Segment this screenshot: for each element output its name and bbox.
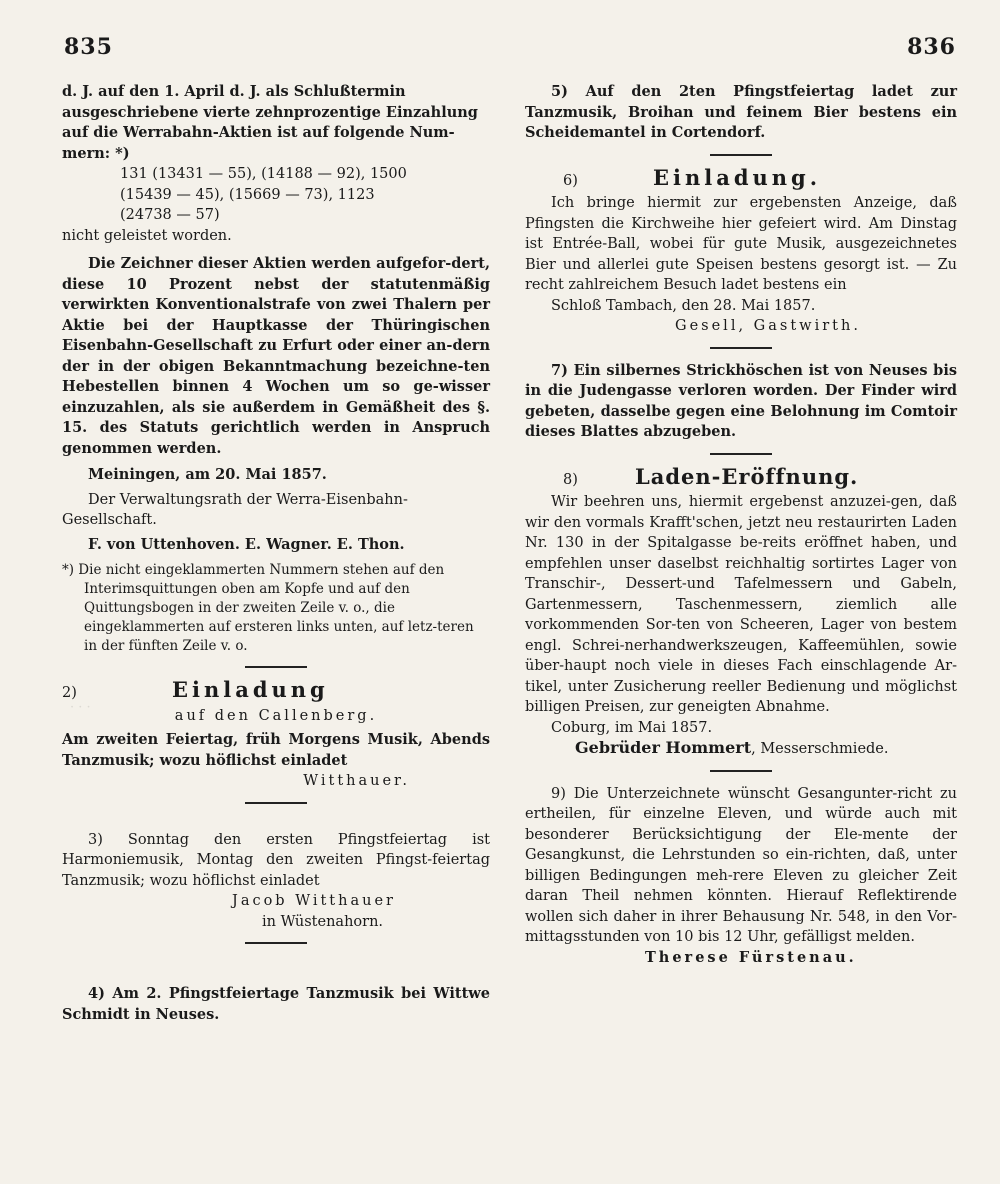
signer-trade: , Messerschmiede. xyxy=(751,741,889,757)
ad-signer-place: in Wüstenahorn. xyxy=(262,913,384,930)
notice-line: d. J. auf den 1. April d. J. als Schlußtermin xyxy=(62,83,406,100)
separator-rule xyxy=(710,770,772,772)
ad-text: Wir beehren uns, hiermit ergebenst anzuzei-gen, daß wir den vormals Krafft'schen, jetzt neu restaurirten Laden Nr. 130 in der Spitalgasse be-reits eröffnet haben, und empfehlen unser daselbst reichhaltig sortirtes Lager von Transchir-, Dessert-und Tafelmessern und Gabeln, Gartenmessern, Taschenmessern, ziemlich alle vorkommenden Sor-ten von Scheeren, Lager von bestem engl. Schrei-nerhandwerkszeugen, Kaffeemühlen, sowie über-haupt noch viele in dieses Fach einschlagende Ar-tikel, unter Zusicherung reeller Bedienung und möglichst billigen Preisen, zur geneigten Abnahme. xyxy=(525,494,957,715)
ad-title: Einladung. xyxy=(653,164,822,190)
separator-rule xyxy=(245,666,307,668)
signer-name: Gebrüder Hommert xyxy=(575,738,752,757)
notice-paragraph: Die Zeichner dieser Aktien werden aufgefor-dert, diese 10 Prozent nebst der statutenmäßig verwirkten Konventionalstrafe von zwei Thalern per Aktie bei der Hauptkasse der Thüringischen Eisenbahn-Gesellschaft zu Erfurt oder einer an-dern der in der obigen Bekanntmachung bezeichne-ten Hebestellen binnen 4 Wochen um so ge-wisser einzuzahlen, als sie außerdem in Gemäßheit des §. 15. des Statuts gerichtlich werden in Anspruch genommen werden. xyxy=(62,255,490,457)
share-numbers: (24738 — 57) xyxy=(120,207,220,223)
ad-number: 2) xyxy=(62,685,77,701)
separator-rule xyxy=(710,453,772,455)
notice-line: ausgeschriebene vierte zehnprozentige Einzahlung xyxy=(62,103,478,121)
ad-signer: Therese Fürstenau. xyxy=(645,948,857,966)
notice-line: nicht geleistet worden. xyxy=(62,227,232,244)
ad-signer xyxy=(525,738,957,760)
notice-line: auf die Werrabahn-Aktien ist auf folgende Num- xyxy=(62,124,455,141)
ad-heading xyxy=(525,164,957,192)
ad-heading xyxy=(525,463,957,491)
ad-title: Einladung xyxy=(172,677,329,702)
share-numbers: (15439 — 45), (15669 — 73), 1123 xyxy=(120,186,375,203)
separator-rule xyxy=(710,347,772,349)
ad-signer: Witthauer. xyxy=(303,773,410,789)
share-number-list xyxy=(62,164,490,226)
ad-text: Am zweiten Feiertag, früh Morgens Musik, Abends Tanzmusik; wozu höflichst einladet xyxy=(62,731,490,769)
share-numbers: 131 (13431 — 55), (14188 — 92), 1500 xyxy=(120,166,407,182)
notice-line: mern: *) xyxy=(62,144,130,162)
ad-subtitle: auf den Callenberg. xyxy=(174,707,378,724)
place-date: Coburg, im Mai 1857. xyxy=(551,719,713,736)
signers: F. von Uttenhoven. E. Wagner. E. Thon. xyxy=(88,535,405,553)
ad-heading xyxy=(62,677,490,704)
board-signature: Der Verwaltungsrath der Werra-Eisenbahn-Gesellschaft. xyxy=(62,491,408,528)
separator-rule xyxy=(245,942,307,944)
ad-signer: Gesell, Gastwirth. xyxy=(675,318,861,334)
ad-number: 6) xyxy=(563,172,578,189)
separator-rule xyxy=(245,802,307,804)
separator-rule xyxy=(710,154,772,156)
right-column xyxy=(525,82,957,968)
ad-text: 9) Die Unterzeichnete wünscht Gesangunter-richt zu ertheilen, für einzelne Eleven, und würde auch mit besonderer Berücksichtigung der Ele-mente der Gesangkunst, die Lehrstunden so ein-richten, daß, unter billigen Bedingungen meh-rere Eleven zu gleicher Zeit daran Theil nehmen könnten. Hierauf Reflektirende wollen sich daher in ihrer Behausung Nr. 548, in den Vor-mittagsstunden von 10 bis 12 Uhr, gefälligst melden. xyxy=(525,785,957,945)
ad-text: 7) Ein silbernes Strickhöschen ist von Neuses bis in die Judengasse verloren worden. Der Finder wird gebeten, dasselbe gegen eine Belohnung im Comtoir dieses Blattes abzugeben. xyxy=(525,361,957,440)
page-number-left: 835 xyxy=(64,34,113,60)
ad-text: 4) Am 2. Pfingstfeiertage Tanzmusik bei Wittwe Schmidt in Neuses. xyxy=(62,985,490,1023)
page-number-right: 836 xyxy=(907,34,956,60)
place-date: Schloß Tambach, den 28. Mai 1857. xyxy=(551,297,816,314)
footnote: *) Die nicht eingeklammerten Nummern stehen auf den Interimsquittungen oben am Kopfe und auf den Quittungsbogen in der zweiten Zeile v. o., die eingeklammerten auf ersteren links unten, auf letz-teren in der fünften Zeile v. o. xyxy=(62,562,474,654)
ad-number: 8) xyxy=(563,471,578,488)
left-column xyxy=(62,82,490,1025)
place-date: Meiningen, am 20. Mai 1857. xyxy=(88,466,327,483)
ad-text: 3) Sonntag den ersten Pfingstfeiertag ist Harmoniemusik, Montag den zweiten Pfingst-feiertag Tanzmusik; wozu höflichst einladet xyxy=(62,831,490,889)
ad-text: 5) Auf den 2ten Pfingstfeiertag ladet zur Tanzmusik, Broihan und feinem Bier bestens ein Scheidemantel in Cortendorf. xyxy=(525,83,957,141)
ad-text: Ich bringe hiermit zur ergebensten Anzeige, daß Pfingsten die Kirchweihe hier gefeiert wird. Am Dinstag ist Entrée-Ball, wobei für gute Musik, ausgezeichnetes Bier und allerlei gute Speisen bestens gesorgt ist. — Zu recht zahlreichem Besuch ladet bestens ein xyxy=(525,195,957,293)
ad-signer: Jacob Witthauer xyxy=(232,893,396,909)
ad-title: Laden-Eröffnung. xyxy=(635,463,859,489)
